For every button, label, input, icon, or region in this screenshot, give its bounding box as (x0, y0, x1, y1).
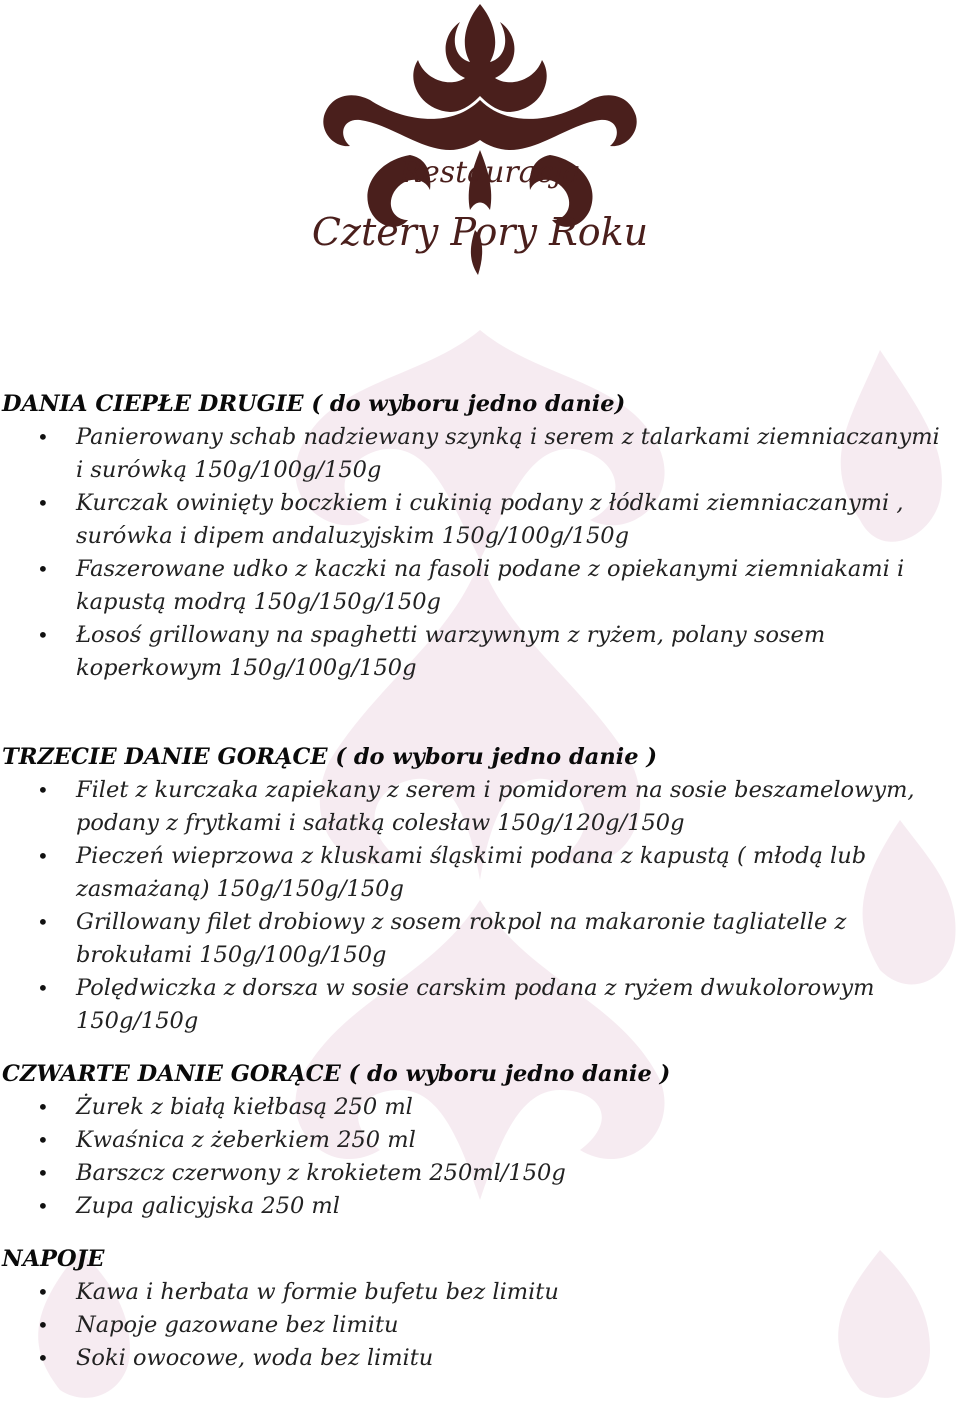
bullet-icon: • (37, 844, 49, 868)
menu-content (0, 388, 960, 1375)
dish-list (0, 1091, 960, 1223)
list-item: • Grillowany filet drobiowy z sosem rokpol na makaronie tagliatelle z brokułami 150g/100g/150g (0, 906, 960, 972)
dish-list (0, 774, 960, 1038)
list-item: • Łosoś grillowany na spaghetti warzywnym z ryżem, polany sosem koperkowym 150g/100g/150g (0, 619, 960, 685)
bullet-icon: • (37, 1280, 49, 1304)
list-item: • Soki owocowe, woda bez limitu (0, 1342, 960, 1375)
list-item: • Faszerowane udko z kaczki na fasoli podane z opiekanymi ziemniakami i kapustą modrą 150g/150g/150g (0, 553, 960, 619)
section-trzecie-danie (0, 741, 960, 1038)
section-title: CZWARTE DANIE GORĄCE ( do wyboru jedno danie ) (2, 1061, 671, 1087)
bullet-icon: • (37, 1128, 49, 1152)
list-item: • Barszcz czerwony z krokietem 250ml/150g (0, 1157, 960, 1190)
restaurant-logo (290, 0, 670, 290)
list-item: • Panierowany schab nadziewany szynką i serem z talarkami ziemniaczanymi i surówką 150g/100g/150g (0, 421, 960, 487)
section-title: DANIA CIEPŁE DRUGIE ( do wyboru jedno danie) (2, 391, 626, 417)
bullet-icon: • (37, 623, 49, 647)
dish-list (0, 421, 960, 685)
list-item: • Pieczeń wieprzowa z kluskami śląskimi podana z kapustą ( młodą lub zasmażaną) 150g/150g/150g (0, 840, 960, 906)
bullet-icon: • (37, 778, 49, 802)
list-item: • Kwaśnica z żeberkiem 250 ml (0, 1124, 960, 1157)
list-item: • Filet z kurczaka zapiekany z serem i pomidorem na sosie beszamelowym, podany z frytkami i sałatką colesław 150g/120g/150g (0, 774, 960, 840)
logo-line2: Cztery Pory Roku (311, 210, 649, 254)
list-item: • Żurek z białą kiełbasą 250 ml (0, 1091, 960, 1124)
section-title: NAPOJE (2, 1246, 105, 1272)
section-czwarte-danie (0, 1058, 960, 1223)
list-item: • Zupa galicyjska 250 ml (0, 1190, 960, 1223)
list-item: • Polędwiczka z dorsza w sosie carskim podana z ryżem dwukolorowym 150g/150g (0, 972, 960, 1038)
bullet-icon: • (37, 976, 49, 1000)
bullet-icon: • (37, 557, 49, 581)
list-item: • Kurczak owinięty boczkiem i cukinią podany z łódkami ziemniaczanymi , surówka i dipem andaluzyjskim 150g/100g/150g (0, 487, 960, 553)
drink-list (0, 1276, 960, 1375)
bullet-icon: • (37, 910, 49, 934)
logo-line1: Restauracja (399, 155, 581, 190)
bullet-icon: • (37, 1313, 49, 1337)
bullet-icon: • (37, 1194, 49, 1218)
section-napoje (0, 1243, 960, 1375)
bullet-icon: • (37, 1346, 49, 1370)
bullet-icon: • (37, 425, 49, 449)
bullet-icon: • (37, 491, 49, 515)
section-title: TRZECIE DANIE GORĄCE ( do wyboru jedno danie ) (2, 744, 658, 770)
bullet-icon: • (37, 1161, 49, 1185)
bullet-icon: • (37, 1095, 49, 1119)
list-item: • Kawa i herbata w formie bufetu bez limitu (0, 1276, 960, 1309)
list-item: • Napoje gazowane bez limitu (0, 1309, 960, 1342)
section-dania-cieple (0, 388, 960, 685)
